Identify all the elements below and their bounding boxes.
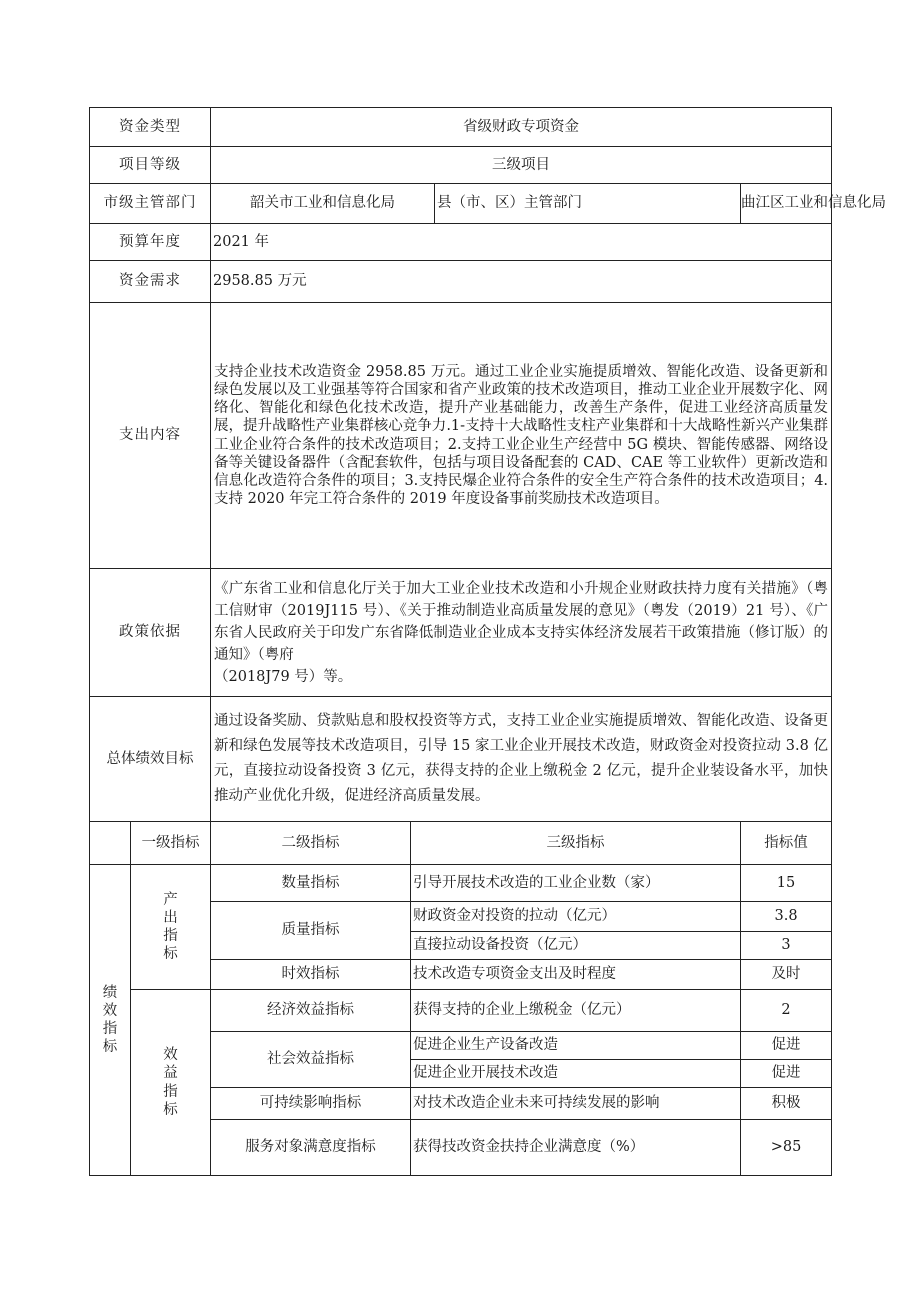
performance-table (89, 107, 886, 1176)
policy-label: 政策依据 (90, 569, 211, 697)
project-level-label: 项目等级 (90, 147, 211, 184)
city-dept-label: 市级主管部门 (90, 184, 211, 224)
sustainable-label: 可持续影响指标 (211, 1088, 411, 1120)
quantity-label: 数量指标 (211, 865, 411, 902)
quality-label: 质量指标 (211, 902, 411, 960)
row-indicator-header (90, 822, 832, 865)
row-budget-year (90, 224, 832, 261)
budget-year-label: 预算年度 (90, 224, 211, 261)
fund-demand-label: 资金需求 (90, 261, 211, 303)
goal-content: 通过设备奖励、贷款贴息和股权投资等方式，支持工业企业实施提质增效、智能化改造、设备更新和绿色发展等技术改造项目，引导 15 家工业企业开展技术改造，财政资金对投资拉动 3.8 亿元，直接拉动设备投资 3 亿元，获得支持的企业上缴税金 2 亿元，提升企业装设备水平，加快推动产业优化升级，促进经济高质量发展。 (211, 697, 832, 822)
performance-indicator-label: 绩 效 指 标 (90, 865, 131, 1176)
header-level1: 一级指标 (131, 822, 211, 865)
row-policy (90, 569, 832, 697)
economic-item: 获得支持的企业上缴税金（亿元） (411, 990, 741, 1032)
quality-value-1: 3.8 (741, 902, 832, 932)
social-item-2: 促进企业开展技术改造 (411, 1060, 741, 1088)
header-level3: 三级指标 (411, 822, 741, 865)
row-goal (90, 697, 832, 822)
satisfaction-item: 获得技改资金扶持企业满意度（%） (411, 1120, 741, 1176)
row-expenditure (90, 303, 832, 569)
project-level-value: 三级项目 (211, 147, 832, 184)
blank-cell (90, 822, 131, 865)
sustainable-value: 积极 (741, 1088, 832, 1120)
satisfaction-value: >85 (741, 1120, 832, 1176)
row-departments (90, 184, 832, 224)
county-dept-value: 曲江区工业和信息化局 (741, 184, 832, 224)
header-value: 指标值 (741, 822, 832, 865)
policy-text: 《广东省工业和信息化厅关于加大工业企业技术改造和小升规企业财政扶持力度有关措施》（粤工信财审（2019J115 号）、《关于推动制造业高质量发展的意见》（粤发（2019）21 号）、《广东省人民政府关于印发广东省降低制造业企业成本支持实体经济发展若干政策措施（修订版）的通知》（粤府 (214, 580, 829, 663)
social-value-2: 促进 (741, 1060, 832, 1088)
expenditure-label: 支出内容 (90, 303, 211, 569)
social-value-1: 促进 (741, 1032, 832, 1060)
satisfaction-label: 服务对象满意度指标 (211, 1120, 411, 1176)
fund-type-label: 资金类型 (90, 108, 211, 147)
benefit-indicator-label: 效 益 指 标 (131, 990, 211, 1176)
social-label: 社会效益指标 (211, 1032, 411, 1088)
expenditure-content: 支持企业技术改造资金 2958.85 万元。通过工业企业实施提质增效、智能化改造、设备更新和绿色发展以及工业强基等符合国家和省产业政策的技术改造项目，推动工业企业开展数字化、网络化、智能化和绿色化技术改造，提升产业基础能力，改善生产条件，促进工业经济高质量发展，提升战略性产业集群核心竞争力.1-支持十大战略性支柱产业集群和十大战略性新兴产业集群工业企业符合条件的技术改造项目；2.支持工业企业生产经营中 5G 模块、智能传感器、网络设备等关键设备器件（含配套软件，包括与项目设备配套的 CAD、CAE 等工业软件）更新改造和信息化改造符合条件的项目；3.支持民爆企业符合条件的安全生产符合条件的技术改造项目；4.支持 2020 年完工符合条件的 2019 年度设备事前奖励技术改造项目。 (211, 303, 832, 569)
quality-item-2: 直接拉动设备投资（亿元） (411, 932, 741, 960)
policy-content (211, 569, 832, 697)
timeliness-value: 及时 (741, 960, 832, 990)
budget-year-value: 2021 年 (211, 224, 832, 261)
policy-text-end: （2018J79 号）等。 (214, 668, 353, 685)
output-indicator-label: 产 出 指 标 (131, 865, 211, 990)
economic-label: 经济效益指标 (211, 990, 411, 1032)
fund-demand-value: 2958.85 万元 (211, 261, 832, 303)
county-dept-label: 县（市、区）主管部门 (435, 184, 741, 224)
fund-type-value: 省级财政专项资金 (211, 108, 832, 147)
timeliness-label: 时效指标 (211, 960, 411, 990)
sustainable-item: 对技术改造企业未来可持续发展的影响 (411, 1088, 741, 1120)
quantity-item: 引导开展技术改造的工业企业数（家） (411, 865, 741, 902)
quality-item-1: 财政资金对投资的拉动（亿元） (411, 902, 741, 932)
economic-value: 2 (741, 990, 832, 1032)
row-fund-type (90, 108, 832, 147)
header-level2: 二级指标 (211, 822, 411, 865)
row-economic (90, 990, 832, 1032)
row-quantity (90, 865, 832, 902)
row-fund-demand (90, 261, 832, 303)
quantity-value: 15 (741, 865, 832, 902)
city-dept-value: 韶关市工业和信息化局 (211, 184, 435, 224)
social-item-1: 促进企业生产设备改造 (411, 1032, 741, 1060)
row-project-level (90, 147, 832, 184)
goal-label: 总体绩效目标 (90, 697, 211, 822)
quality-value-2: 3 (741, 932, 832, 960)
timeliness-item: 技术改造专项资金支出及时程度 (411, 960, 741, 990)
